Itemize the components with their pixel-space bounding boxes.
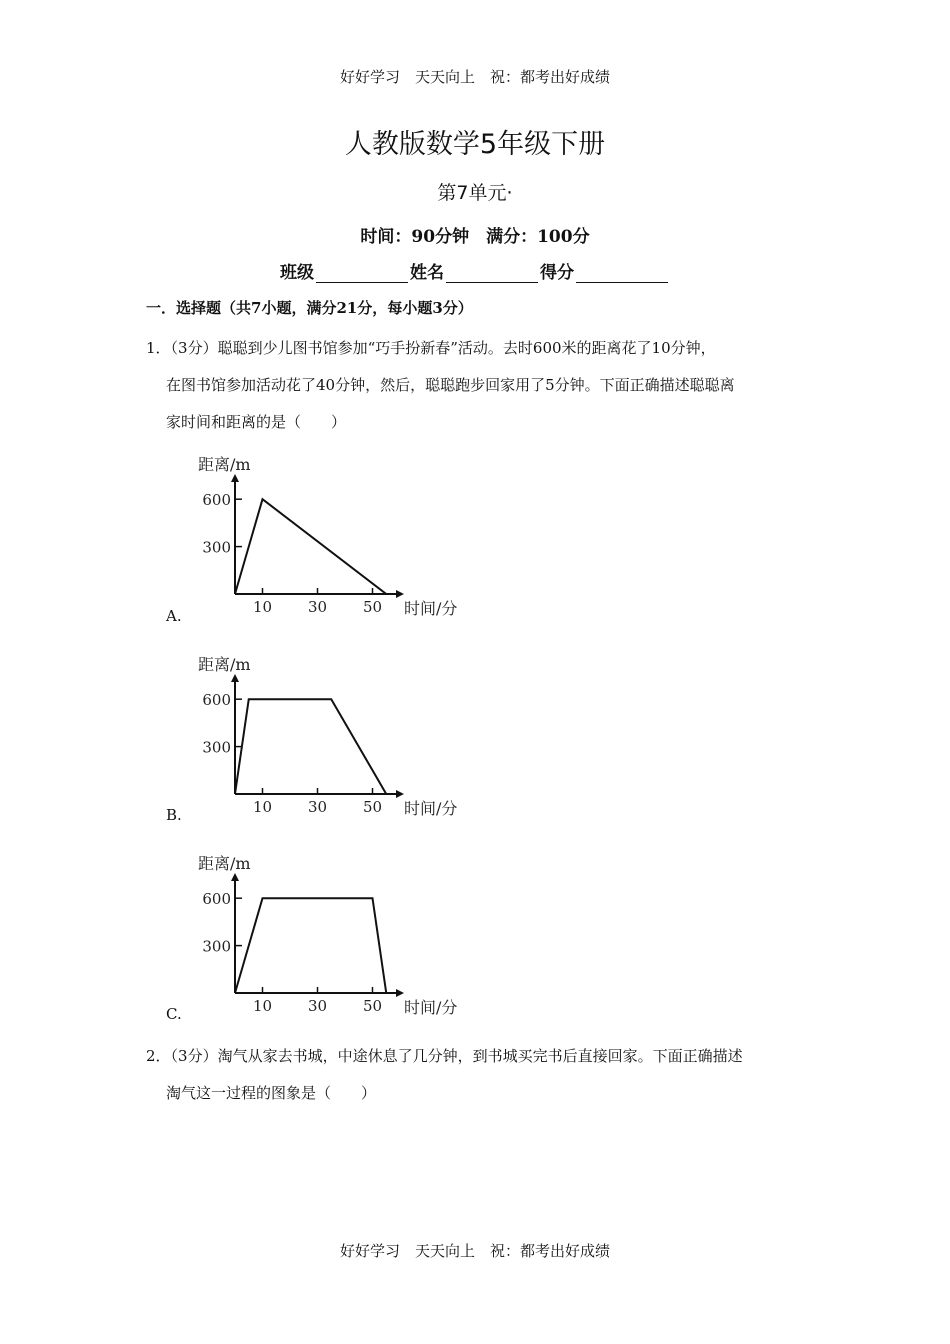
series-line: [235, 898, 386, 993]
x-tick-label: 10: [252, 997, 273, 1015]
x-axis-arrow: [396, 590, 404, 598]
y-tick-label: 600: [202, 691, 231, 710]
page-footer: 好好学习 天天向上 祝：都考出好成绩: [339, 1242, 610, 1260]
x-axis-arrow: [396, 790, 404, 798]
y-tick-label: 600: [202, 491, 231, 510]
y-tick-label: 300: [202, 738, 231, 757]
time-score-line: 时间：90分钟 满分：100分: [360, 227, 590, 247]
name-label: 姓名: [410, 263, 444, 283]
y-axis-arrow: [231, 474, 239, 482]
option-b-chart: [190, 648, 480, 828]
series-line: [235, 499, 386, 594]
y-tick-label: 600: [202, 890, 231, 909]
score-label: 得分: [540, 263, 574, 283]
x-tick-label: 10: [252, 798, 273, 816]
option-c-label[interactable]: C.: [166, 1005, 182, 1023]
y-axis-arrow: [231, 873, 239, 881]
x-tick-label: 10: [252, 598, 273, 616]
unit-title: 第7单元·: [437, 182, 513, 204]
x-axis-arrow: [396, 989, 404, 997]
x-tick-label: 50: [362, 798, 383, 816]
y-axis-label: 距离/m: [198, 655, 251, 674]
class-label: 班级: [280, 263, 314, 283]
section-heading: 一．选择题（共7小题，满分21分，每小题3分）: [146, 299, 473, 317]
option-b-label[interactable]: B.: [166, 806, 182, 824]
x-tick-label: 30: [307, 798, 328, 816]
option-a-chart: [190, 448, 480, 628]
y-axis-arrow: [231, 674, 239, 682]
y-tick-label: 300: [202, 538, 231, 557]
series-line: [235, 699, 386, 794]
x-axis-label: 时间/分: [404, 599, 458, 618]
x-tick-label: 50: [362, 997, 383, 1015]
class-blank[interactable]: [316, 264, 408, 283]
y-tick-label: 300: [202, 937, 231, 956]
option-c-chart: [190, 847, 480, 1027]
name-blank[interactable]: [446, 264, 538, 283]
question-1-line-3: 家时间和距离的是（ ）: [166, 413, 347, 431]
y-axis-label: 距离/m: [198, 854, 251, 873]
question-1-line-2: 在图书馆参加活动花了40分钟，然后，聪聪跑步回家用了5分钟。下面正确描述聪聪离: [166, 376, 735, 394]
score-blank[interactable]: [576, 264, 668, 283]
question-2-line-2: 淘气这一过程的图象是（ ）: [166, 1084, 377, 1102]
y-axis-label: 距离/m: [198, 455, 251, 474]
x-axis-label: 时间/分: [404, 998, 458, 1017]
option-a-label[interactable]: A.: [166, 607, 182, 625]
student-info-fields: [0, 258, 950, 283]
question-2-line-1: 2．（3分）淘气从家去书城，中途休息了几分钟，到书城买完书后直接回家。下面正确描述: [146, 1047, 743, 1065]
page-header: 好好学习 天天向上 祝：都考出好成绩: [339, 68, 610, 86]
question-1-line-1: 1．（3分）聪聪到少儿图书馆参加“巧手扮新春”活动。去时600米的距离花了10分钟，: [146, 339, 716, 357]
x-tick-label: 30: [307, 997, 328, 1015]
x-tick-label: 50: [362, 598, 383, 616]
x-tick-label: 30: [307, 598, 328, 616]
x-axis-label: 时间/分: [404, 799, 458, 818]
page-title: 人教版数学5年级下册: [344, 129, 606, 160]
